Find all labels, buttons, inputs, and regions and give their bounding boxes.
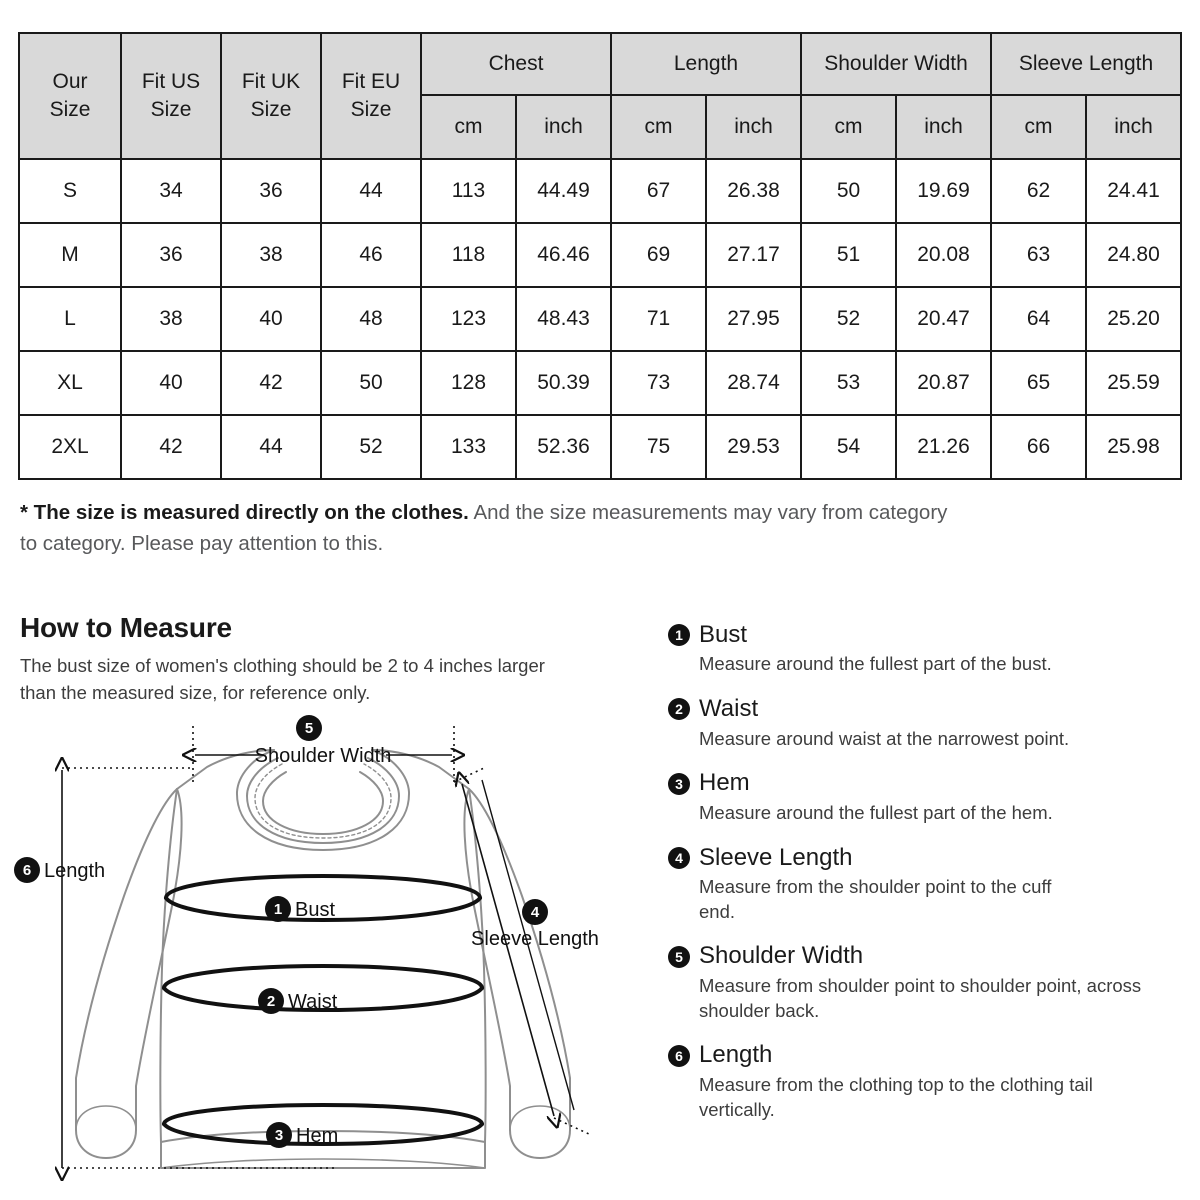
cell-length-cm: 71 — [611, 287, 706, 351]
list-item — [668, 696, 1178, 751]
cell-sleeve-cm: 65 — [991, 351, 1086, 415]
size-note — [20, 497, 955, 559]
header-our-size: Our Size — [19, 33, 121, 159]
header-shoulder-cm: cm — [801, 95, 896, 159]
list-item — [668, 943, 1178, 1023]
diagram-badge-1: 1 — [273, 901, 283, 918]
measure-item-head — [668, 770, 1178, 796]
table-row — [19, 159, 1181, 223]
cell-shoulder-inch: 21.26 — [896, 415, 991, 479]
diagram-text-hem: Hem — [296, 1125, 339, 1147]
cell-sleeve-inch: 25.98 — [1086, 415, 1181, 479]
cell-chest-inch: 46.46 — [516, 223, 611, 287]
cell-our-size: M — [19, 223, 121, 287]
header-sleeve-inch: inch — [1086, 95, 1181, 159]
cell-chest-inch: 44.49 — [516, 159, 611, 223]
measure-item-desc: Measure around waist at the narrowest point. — [699, 727, 1070, 749]
header-group-chest: Chest — [421, 33, 611, 95]
table-header-row-groups — [19, 33, 1181, 95]
number-badge-icon: 6 — [668, 1045, 690, 1067]
cell-sleeve-cm: 66 — [991, 415, 1086, 479]
header-length-cm: cm — [611, 95, 706, 159]
header-group-sleeve-length: Sleeve Length — [991, 33, 1181, 95]
table-row — [19, 223, 1181, 287]
number-badge-icon: 1 — [668, 624, 690, 646]
diagram-badge-6: 6 — [22, 862, 32, 879]
measure-item-desc: Measure from the shoulder point to the cuff end. — [699, 875, 1052, 922]
measure-item-desc: Measure around the fullest part of the hem. — [699, 801, 1053, 823]
cell-chest-cm: 118 — [421, 223, 516, 287]
measure-item-head — [668, 696, 1178, 722]
cell-shoulder-inch: 20.47 — [896, 287, 991, 351]
cell-fit-eu: 46 — [321, 223, 421, 287]
cell-shoulder-cm: 54 — [801, 415, 896, 479]
measure-item-head — [668, 845, 1178, 871]
cell-our-size: L — [19, 287, 121, 351]
diagram-label-shoulder-width — [255, 715, 392, 767]
measure-item-title: Waist — [699, 695, 759, 723]
measure-item-desc: Measure from the clothing top to the clothing tail vertically. — [699, 1073, 1093, 1120]
cell-chest-inch: 48.43 — [516, 287, 611, 351]
diagram-label-waist — [258, 988, 338, 1014]
cell-fit-us: 34 — [121, 159, 221, 223]
cell-shoulder-inch: 20.87 — [896, 351, 991, 415]
diagram-label-length — [14, 857, 105, 883]
cell-chest-inch: 52.36 — [516, 415, 611, 479]
cell-shoulder-inch: 20.08 — [896, 223, 991, 287]
measure-item-title: Shoulder Width — [699, 942, 864, 970]
measure-item-title: Sleeve Length — [699, 843, 853, 871]
measure-item-desc: Measure from shoulder point to shoulder point, across shoulder back. — [699, 974, 1142, 1021]
measurement-instructions-list — [668, 622, 1178, 1141]
cell-shoulder-cm: 51 — [801, 223, 896, 287]
how-to-measure-subtitle: The bust size of women's clothing should be 2 to 4 inches larger than the measured size, for reference only. — [20, 655, 545, 703]
list-item — [668, 622, 1178, 677]
cell-length-cm: 69 — [611, 223, 706, 287]
cell-length-cm: 73 — [611, 351, 706, 415]
cell-chest-cm: 133 — [421, 415, 516, 479]
number-badge-icon: 2 — [668, 698, 690, 720]
measure-item-desc: Measure around the fullest part of the bust. — [699, 653, 1052, 675]
cell-chest-cm: 128 — [421, 351, 516, 415]
cell-chest-inch: 50.39 — [516, 351, 611, 415]
cell-chest-cm: 123 — [421, 287, 516, 351]
size-chart-table — [18, 32, 1182, 480]
header-fit-eu-size: Fit EU Size — [321, 33, 421, 159]
header-fit-us-size: Fit US Size — [121, 33, 221, 159]
cell-fit-uk: 36 — [221, 159, 321, 223]
cell-fit-eu: 50 — [321, 351, 421, 415]
table-row — [19, 287, 1181, 351]
table-head — [19, 33, 1181, 159]
cell-fit-us: 38 — [121, 287, 221, 351]
list-item — [668, 845, 1178, 925]
cell-our-size: XL — [19, 351, 121, 415]
measure-item-head — [668, 1042, 1178, 1068]
list-item — [668, 770, 1178, 825]
cell-shoulder-cm: 50 — [801, 159, 896, 223]
diagram-text-waist: Waist — [288, 991, 338, 1013]
measure-item-head — [668, 622, 1178, 648]
header-group-shoulder-width: Shoulder Width — [801, 33, 991, 95]
table-row — [19, 351, 1181, 415]
cell-fit-eu: 52 — [321, 415, 421, 479]
number-badge-icon: 5 — [668, 946, 690, 968]
measure-item-head — [668, 943, 1178, 969]
cell-shoulder-cm: 53 — [801, 351, 896, 415]
cell-sleeve-inch: 25.20 — [1086, 287, 1181, 351]
cell-length-inch: 29.53 — [706, 415, 801, 479]
cell-sleeve-cm: 64 — [991, 287, 1086, 351]
cell-fit-eu: 44 — [321, 159, 421, 223]
size-note-rest: And the size measurements may vary from category to category. Please pay attention to this. — [20, 501, 948, 556]
cell-fit-uk: 44 — [221, 415, 321, 479]
cell-fit-uk: 40 — [221, 287, 321, 351]
cell-fit-uk: 42 — [221, 351, 321, 415]
cell-length-cm: 67 — [611, 159, 706, 223]
cell-shoulder-cm: 52 — [801, 287, 896, 351]
diagram-text-bust: Bust — [295, 899, 336, 921]
cell-shoulder-inch: 19.69 — [896, 159, 991, 223]
header-group-length: Length — [611, 33, 801, 95]
cell-sleeve-inch: 25.59 — [1086, 351, 1181, 415]
cell-our-size: 2XL — [19, 415, 121, 479]
diagram-badge-3: 3 — [274, 1127, 284, 1144]
cell-length-inch: 27.17 — [706, 223, 801, 287]
size-note-bold: * The size is measured directly on the clothes. — [20, 501, 469, 524]
diagram-label-bust — [265, 896, 335, 922]
table-body — [19, 159, 1181, 479]
cell-sleeve-inch: 24.80 — [1086, 223, 1181, 287]
number-badge-icon: 4 — [668, 847, 690, 869]
diagram-badge-2: 2 — [266, 993, 276, 1010]
cell-length-cm: 75 — [611, 415, 706, 479]
diagram-badge-5: 5 — [304, 720, 314, 737]
cell-our-size: S — [19, 159, 121, 223]
how-to-measure-title: How to Measure — [20, 612, 232, 643]
header-chest-cm: cm — [421, 95, 516, 159]
cell-sleeve-cm: 62 — [991, 159, 1086, 223]
measure-item-title: Bust — [699, 621, 748, 648]
measure-item-title: Hem — [699, 769, 750, 797]
header-length-inch: inch — [706, 95, 801, 159]
cell-fit-us: 42 — [121, 415, 221, 479]
cell-length-inch: 26.38 — [706, 159, 801, 223]
table-row — [19, 415, 1181, 479]
cell-sleeve-cm: 63 — [991, 223, 1086, 287]
header-shoulder-inch: inch — [896, 95, 991, 159]
cell-fit-uk: 38 — [221, 223, 321, 287]
cell-fit-us: 40 — [121, 351, 221, 415]
cell-chest-cm: 113 — [421, 159, 516, 223]
number-badge-icon: 3 — [668, 773, 690, 795]
cell-length-inch: 27.95 — [706, 287, 801, 351]
cell-fit-eu: 48 — [321, 287, 421, 351]
diagram-label-hem — [266, 1122, 338, 1148]
cell-sleeve-inch: 24.41 — [1086, 159, 1181, 223]
garment-measurement-diagram — [14, 706, 644, 1196]
cell-length-inch: 28.74 — [706, 351, 801, 415]
diagram-text-sleeve-length: Sleeve Length — [471, 928, 599, 950]
size-chart-table-container — [18, 32, 1182, 480]
cell-fit-us: 36 — [121, 223, 221, 287]
diagram-text-length: Length — [44, 860, 106, 882]
list-item — [668, 1042, 1178, 1122]
diagram-label-sleeve-length — [471, 899, 599, 950]
header-chest-inch: inch — [516, 95, 611, 159]
diagram-badge-4: 4 — [530, 904, 540, 921]
diagram-text-shoulder-width: Shoulder Width — [254, 745, 392, 767]
measure-item-title: Length — [699, 1041, 773, 1069]
header-sleeve-cm: cm — [991, 95, 1086, 159]
header-fit-uk-size: Fit UK Size — [221, 33, 321, 159]
